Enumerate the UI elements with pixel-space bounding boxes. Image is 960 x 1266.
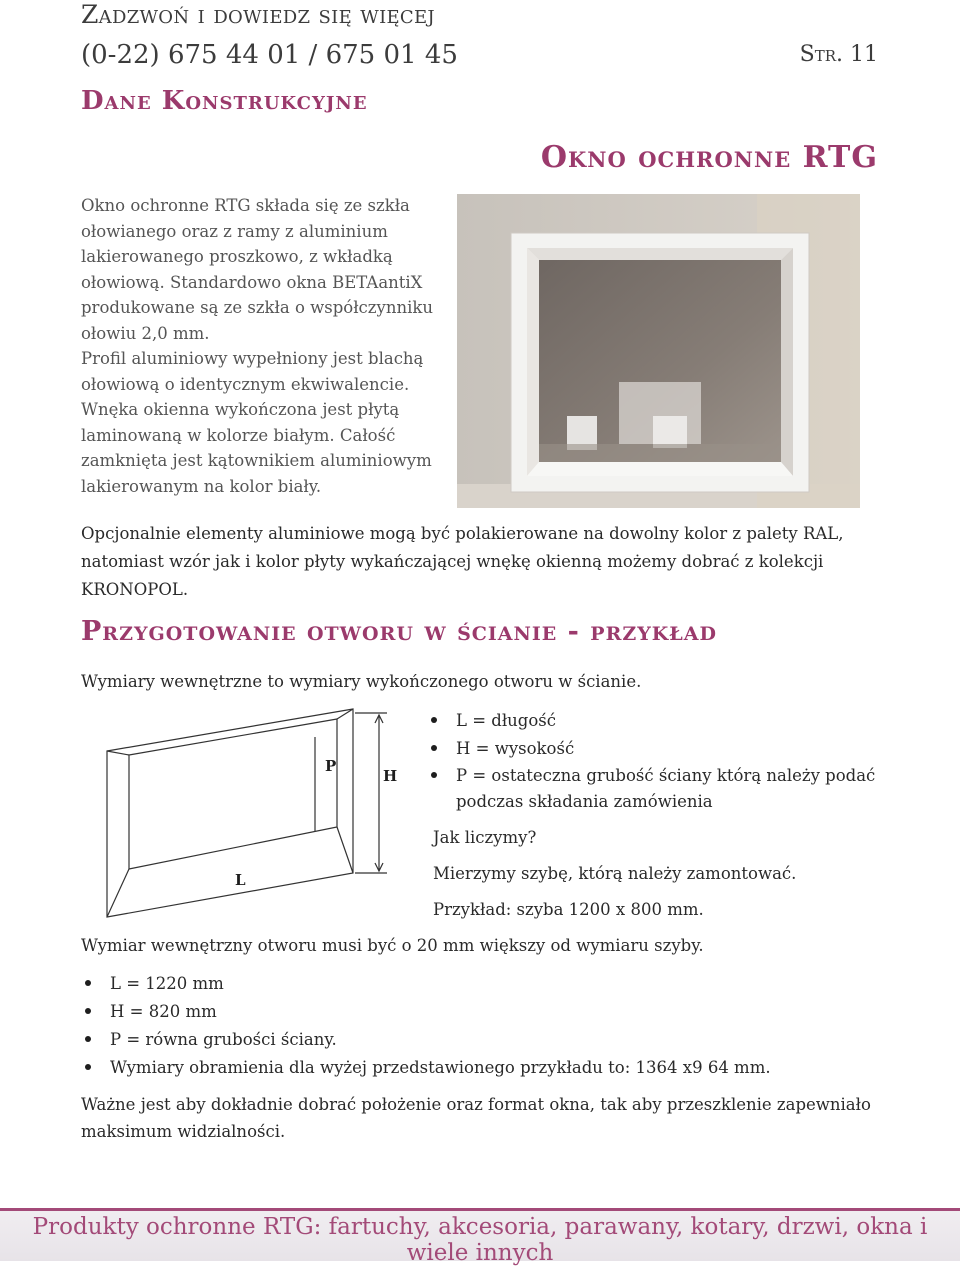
section-title-construction: Dane Konstrukcyjne [81, 86, 368, 116]
para-line: Okno ochronne RTG składa się ze szkła [81, 196, 410, 215]
legend-item-p: P = ostateczna grubość ściany którą należy podać [427, 762, 887, 790]
footer-text: Produkty ochronne RTG: fartuchy, akcesoria, parawany, kotary, drzwi, okna i wiele innych [32, 1214, 928, 1266]
values-list [81, 970, 901, 1082]
note-paragraph [81, 1091, 881, 1145]
para-line: Profil aluminiowy wypełniony jest blachą [81, 349, 424, 368]
legend-item-l: L = długość [427, 707, 887, 735]
section-title-preparation: Przygotowanie otworu w ścianie - przykład [81, 616, 718, 647]
how-title: Jak liczymy? [433, 828, 537, 847]
note-line: maksimum widzialności. [81, 1122, 286, 1141]
rule-text: Wymiar wewnętrzny otworu musi być o 20 mm większy od wymiaru szyby. [81, 936, 704, 955]
header-contact-line: Zadzwoń i dowiedz się więcej [81, 0, 435, 29]
legend-list [427, 707, 887, 790]
value-item: Wymiary obramienia dla wyżej przedstawionego przykładu to: 1364 x9 64 mm. [81, 1054, 901, 1082]
options-line: KRONOPOL. [81, 580, 189, 599]
para-line: ołowiową. Standardowo okna BETAantiX [81, 272, 423, 292]
note-line: Ważne jest aby dokładnie dobrać położenie oraz format okna, tak aby przeszklenie zapewniało [81, 1095, 871, 1114]
intro-text: Wymiary wewnętrzne to wymiary wykończonego otworu w ścianie. [81, 672, 642, 691]
para-line: lakierowanego proszkowo, z wkładką [81, 247, 393, 266]
product-title: Okno ochronne RTG [540, 140, 878, 175]
para-line: laminowaną w kolorze białym. Całość [81, 425, 396, 445]
para-line: ołowianego oraz z ramy z aluminium [81, 221, 388, 241]
opening-diagram [95, 705, 415, 935]
example-text: Przykład: szyba 1200 x 800 mm. [433, 900, 704, 919]
value-item: H = 820 mm [81, 998, 901, 1026]
para-line: Wnęka okienna wykończona jest płytą [81, 400, 400, 419]
window-photo [457, 194, 860, 508]
page-number: Str. 11 [799, 42, 878, 67]
options-paragraph [81, 520, 881, 604]
options-line: Opcjonalnie elementy aluminiowe mogą być polakierowane na dowolny kolor z palety RAL, [81, 524, 844, 543]
para-line: ołowiu 2,0 mm. [81, 323, 210, 343]
label-p: P [325, 757, 337, 775]
label-l: L [235, 871, 246, 889]
legend-item-h: H = wysokość [427, 735, 887, 763]
header-phone: (0-22) 675 44 01 / 675 01 45 [81, 40, 458, 70]
footer-rule [0, 1208, 960, 1211]
value-item: P = równa grubości ściany. [81, 1026, 901, 1054]
value-item: L = 1220 mm [81, 970, 901, 998]
label-h: H [383, 767, 398, 785]
para-line: zamknięta jest kątownikiem aluminiowym [81, 451, 432, 470]
legend-item-p-cont: podczas składania zamówienia [456, 792, 713, 811]
how-text: Mierzymy szybę, którą należy zamontować. [433, 864, 797, 883]
para-line: produkowane są ze szkła o współczynniku [81, 298, 433, 317]
construction-paragraph [81, 193, 451, 499]
options-line: natomiast wzór jak i kolor płyty wykańczającej wnękę okienną możemy dobrać z kolekcji [81, 552, 824, 571]
para-line: lakierowanym na kolor biały. [81, 476, 322, 496]
para-line: ołowiową o identycznym ekwiwalencie. [81, 374, 410, 394]
